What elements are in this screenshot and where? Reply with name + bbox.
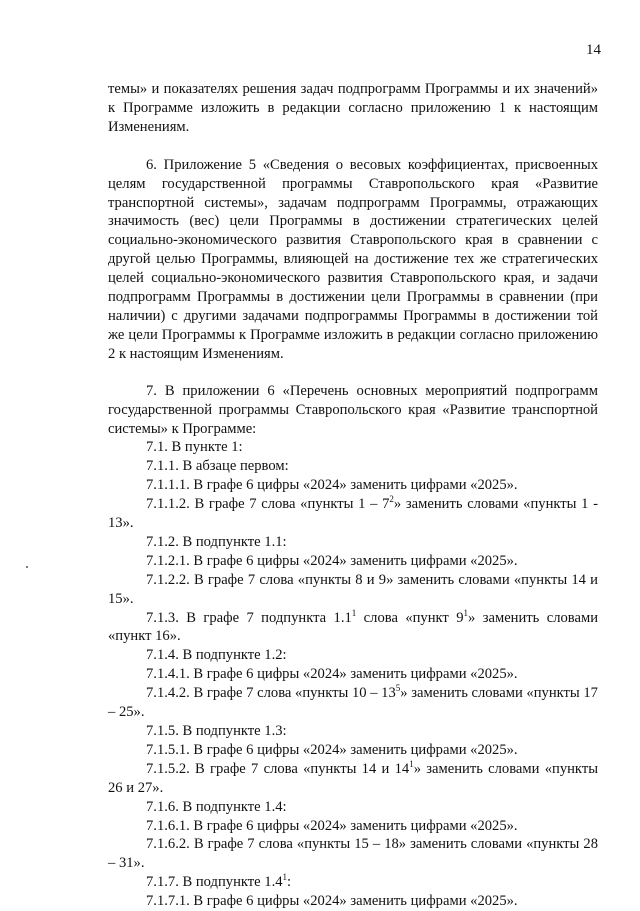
text-part: » заменить словами «пункты 1 - 13».	[108, 496, 598, 532]
paragraph-7-1-5-1: 7.1.5.1. В графе 6 цифры «2024» заменить цифрами «2025».	[146, 741, 518, 758]
scan-speck	[26, 566, 28, 568]
superscript: 1	[351, 607, 357, 618]
paragraph-7-1-7	[108, 873, 598, 892]
superscript: 1	[463, 607, 469, 618]
paragraph-7-1-6-2: 7.1.6.2. В графе 7 слова «пункты 15 – 18» заменить словами «пункты 28 – 31».	[108, 836, 598, 872]
text-part: 7.1.4.2. В графе 7 слова «пункты 10 – 13	[146, 685, 396, 702]
paragraph-7-1-4-1: 7.1.4.1. В графе 6 цифры «2024» заменить цифрами «2025».	[146, 666, 518, 683]
paragraph-7-1-1: 7.1.1. В абзаце первом:	[146, 458, 289, 475]
text-part: » заменить словами «пункты 26 и 27».	[108, 760, 599, 796]
paragraph-7-1: 7.1. В пункте 1:	[146, 439, 243, 456]
text-part: слова «пункт 9	[356, 609, 464, 626]
text-part: 7.1.1.2. В графе 7 слова «пункты 1 – 7	[146, 496, 390, 513]
paragraph-7-1-4: 7.1.4. В подпункте 1.2:	[146, 647, 287, 664]
text-part: 7.1.7. В подпункте 1.4	[146, 874, 283, 891]
paragraph-7-1-4-2	[108, 684, 598, 722]
paragraph-7-1-1-2	[108, 495, 598, 533]
paragraph-item-7: 7. В приложении 6 «Перечень основных мероприятий подпрограмм государственной программы Ставропольского края «Развитие транспортной системы» к Программе:	[108, 382, 598, 437]
paragraph-7-1-5: 7.1.5. В подпункте 1.3:	[146, 723, 287, 739]
text-part: :	[287, 874, 292, 891]
paragraph-item-6: 6. Приложение 5 «Сведения о весовых коэффициентах, присвоенных целям государственной программы Ставропольского края «Развитие транспортной системы», задачам подпрограмм Программы, отражающих значимость (вес) цели Программы в достижении стратегических целей социально-экономического развития Ставропольского края в сравнении с другой целью Программы, влияющей на достижение тех же стратегических целей социально-экономического развития Ставропольского края, и задачи подпрограмм Программы в достижении цели Программы в сравнении (при наличии) с другими задачами подпрограммы Программы в достижении той же цели Программы к Программе изложить в редакции согласно приложению 2 к настоящим Изменениям.	[108, 156, 598, 362]
text-part: 7.1.3. В графе 7 подпункта 1.1	[146, 609, 352, 626]
text-part: » заменить словами «пункт 16».	[108, 609, 599, 645]
superscript: 5	[395, 683, 401, 694]
paragraph-7-1-6-1: 7.1.6.1. В графе 6 цифры «2024» заменить цифрами «2025».	[146, 817, 518, 834]
paragraph-7-1-5-2	[108, 760, 598, 798]
paragraph-7-1-2-2: 7.1.2.2. В графе 7 слова «пункты 8 и 9» заменить словами «пункты 14 и 15».	[108, 571, 598, 607]
paragraph-7-1-2: 7.1.2. В подпункте 1.1:	[146, 533, 287, 550]
superscript: 1	[409, 758, 414, 769]
document-body	[108, 80, 598, 911]
paragraph-7-1-2-1: 7.1.2.1. В графе 6 цифры «2024» заменить цифрами «2025».	[146, 552, 518, 569]
paragraph-7-1-3	[108, 609, 598, 647]
text-part: » заменить словами «пункты 17 – 25».	[108, 685, 598, 721]
page-number: 14	[586, 42, 601, 58]
paragraph-7-1-6: 7.1.6. В подпункте 1.4:	[146, 798, 287, 815]
superscript: 1	[282, 872, 288, 883]
superscript: 2	[389, 494, 394, 505]
paragraph-7-1-7-1: 7.1.7.1. В графе 6 цифры «2024» заменить цифрами «2025».	[146, 893, 518, 910]
paragraph-7-1-1-1: 7.1.1.1. В графе 6 цифры «2024» заменить цифрами «2025».	[146, 477, 518, 494]
paragraph-continuation: темы» и показателях решения задач подпрограмм Программы и их значений» к Программе изложить в редакции согласно приложению 1 к настоящим Изменениям.	[108, 81, 598, 135]
text-part: 7.1.5.2. В графе 7 слова «пункты 14 и 14	[146, 760, 410, 777]
